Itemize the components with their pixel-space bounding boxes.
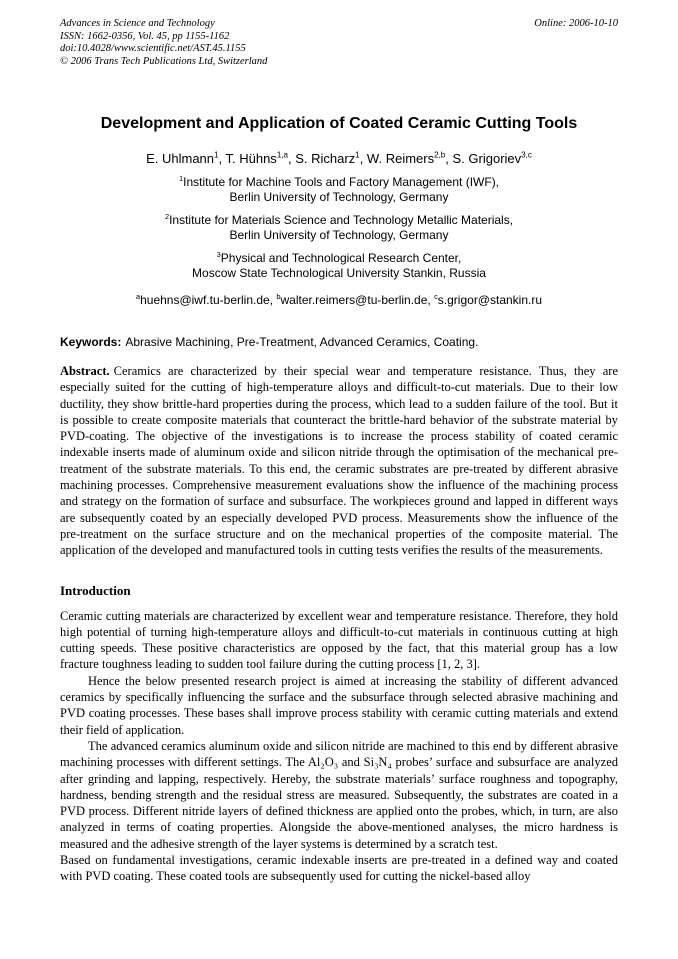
author: T. Hühns$^{1,a}$, xyxy=(225,150,296,166)
author: S. Richarz$^1$, xyxy=(295,150,367,166)
keywords-label: Keywords: xyxy=(60,335,122,349)
abstract xyxy=(60,363,618,559)
keywords-line xyxy=(60,335,618,350)
author-email: $^c$s.grigor@stankin.ru xyxy=(434,292,543,307)
affiliation-marker: 2 xyxy=(164,212,170,221)
author-affiliation-marker: 3,c xyxy=(521,150,532,160)
authors-line xyxy=(60,151,618,166)
affiliation-block xyxy=(60,251,618,280)
publication-info xyxy=(60,18,267,68)
affiliation-block xyxy=(60,175,618,204)
affiliation-line: Berlin University of Technology, Germany xyxy=(229,189,449,204)
abstract-text: Ceramics are characterized by their special wear and temperature resistance. Thus, they are especially suited for the cutting of high-temperature alloys and difficult-to-cut materials. Due to their low ductility, they show brittle-hard properties during the process, which lead to a sudden failure of the tool. But it is possible to create composite materials that counteract the brittle-hard behavior of the substrate material by PVD-coating. The objective of the investigations is to increase the process stability of coated ceramic indexable inserts made of aluminum oxide and silicon nitride through the optimisation of the mechanical pre-treatment of the substrate materials. To this end, the ceramic substrates are pre-treated by different abrasive machining processes. Comprehensive measurement evaluations show the influence of the machining process and strategy on the formation of surface and subsurface. The workpieces ground and lapped in different ways are subsequently coated by an especially developed PVD process. Measurements show the influence of the pre-treatment on the surface structure and on the mechanical properties of the composite material. The application of the developed and manufactured tools in cutting tests verifies the results of the measurements. xyxy=(60,364,618,558)
author-affiliation-marker: 2,b xyxy=(434,150,446,160)
doi-line: doi:10.4028/www.scientific.net/AST.45.1155 xyxy=(60,43,246,54)
abstract-label: Abstract. xyxy=(60,364,110,378)
email-marker: c xyxy=(434,292,438,301)
introduction-paragraph: Based on fundamental investigations, ceramic indexable inserts are pre-treated in a defined way and coated with PVD coating. These coated tools are subsequently used for cutting the nickel-based alloy xyxy=(60,853,618,884)
introduction-paragraph: Ceramic cutting materials are characterized by excellent wear and temperature resistance. Therefore, they hold high potential of turning high-temperature alloys and difficult-to-cut materials in continuous cutting at high cutting speeds. These positive characteristics are opposed by the fact, that this material group has a low fracture toughness leading to sudden tool failure during the cutting process [1, 2, 3]. xyxy=(60,608,618,672)
keywords-text: Abrasive Machining, Pre-Treatment, Advanced Ceramics, Coating. xyxy=(125,335,479,349)
author-email: $^a$huehns@iwf.tu-berlin.de, xyxy=(135,292,277,307)
affiliation-line: $^2$Institute for Materials Science and Technology Metallic Materials, xyxy=(164,212,514,227)
author: W. Reimers$^{2,b}$, xyxy=(366,150,453,166)
email-marker: a xyxy=(135,292,141,301)
affiliations xyxy=(60,175,618,280)
online-date: Online: 2006-10-10 xyxy=(534,18,618,29)
issn-line: ISSN: 1662-0356, Vol. 45, pp 1155-1162 xyxy=(60,30,230,42)
introduction-paragraph: The advanced ceramics aluminum oxide and silicon nitride are machined to this end by different abrasive machining processes with different settings. The Al₂O₃ and Si₃N₄ probes’ surface and subsurface are analyzed after grinding and lapping, respectively. Hereby, the substrate materials’ surface roughness and topography, hardness, bending strength and the residual stress are measured. Subsequently, the substrates are coated in a PVD process. Different nitride layers of defined thickness are applied onto the probes, which, in turn, are also analyzed in terms of coating properties. Alongside the above-mentioned analyses, the micro hardness is measured and the adhesive strength of the layer systems is determined by a scratch test. xyxy=(60,738,618,851)
publication-header xyxy=(60,18,618,68)
affiliation-block xyxy=(60,213,618,242)
affiliation-line: $^1$Institute for Machine Tools and Factory Management (IWF), xyxy=(178,174,500,189)
author: S. Grigoriev$^{3,c}$ xyxy=(452,150,532,166)
affiliation-marker: 1 xyxy=(178,174,184,183)
author-emails-line xyxy=(60,293,618,307)
author-affiliation-marker: 1 xyxy=(214,150,219,160)
affiliation-marker: 3 xyxy=(216,250,221,259)
author-affiliation-marker: 1,a xyxy=(276,150,288,160)
affiliation-line: Moscow State Technological University Stankin, Russia xyxy=(192,265,486,280)
author: E. Uhlmann$^1$, xyxy=(146,150,226,166)
introduction-paragraph: Hence the below presented research project is aimed at increasing the stability of different advanced ceramics by specifically influencing the surface and the subsurface through selected abrasive machining and PVD coating processes. These bases shall improve process stability with ceramic cutting materials and extend their field of application. xyxy=(60,673,618,737)
section-heading-introduction: Introduction xyxy=(60,582,131,598)
author-affiliation-marker: 1 xyxy=(355,150,360,160)
author-email: $^b$walter.reimers@tu-berlin.de, xyxy=(276,292,435,307)
affiliation-line: Berlin University of Technology, Germany xyxy=(229,227,449,242)
email-marker: b xyxy=(276,292,281,301)
paper-title: Development and Application of Coated Ceramic Cutting Tools xyxy=(100,115,578,132)
journal-name: Advances in Science and Technology xyxy=(60,18,215,29)
copyright-line: © 2006 Trans Tech Publications Ltd, Switzerland xyxy=(60,55,268,67)
affiliation-line: $^3$Physical and Technological Research Center, xyxy=(216,250,462,265)
